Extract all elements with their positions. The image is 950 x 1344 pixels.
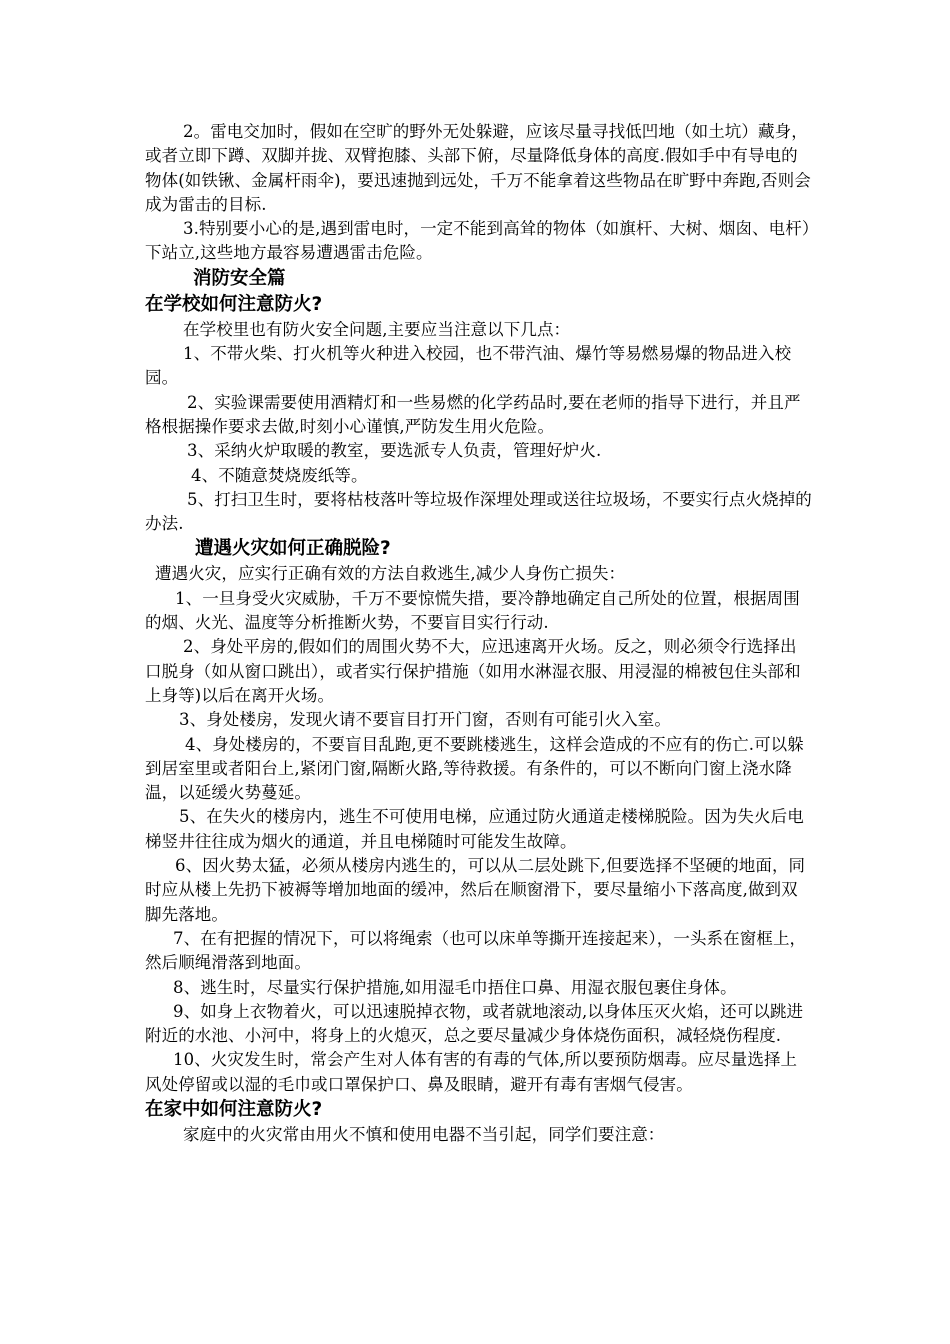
paragraph-escape-intro: 遭遇火灾，应实行正确有效的方法自救逃生,减少人身伤亡损失： — [155, 564, 626, 584]
paragraph-escape-2: 2、身处平房的,假如们的周围火势不大，应迅速离开火场。反之，则必须令行选择出口脱身（如从窗口跳出），或者实行保护措施（如用水淋湿衣服、用浸湿的棉被包住头部和上身等)以后在离开火场。 — [145, 637, 801, 705]
paragraph-escape-8: 8、逃生时，尽量实行保护措施,如用湿毛巾捂住口鼻、用湿衣服包裹住身体。 — [173, 977, 737, 997]
paragraph-escape-3: 3、身处楼房，发现火请不要盲目打开门窗，否则有可能引火入室。 — [179, 710, 671, 730]
paragraph-escape-5: 5、在失火的楼房内，逃生不可使用电梯，应通过防火通道走楼梯脱险。因为失火后电梯竖井往往成为烟火的通道，并且电梯随时可能发生故障。 — [145, 807, 804, 851]
paragraph-escape-10: 10、火灾发生时，常会产生对人体有害的有毒的气体,所以要预防烟毒。应尽量选择上风处停留或以湿的毛巾或口罩保护口、鼻及眼睛，避开有毒有害烟气侵害。 — [145, 1050, 798, 1094]
paragraph-escape-1: 1、一旦身受火灾威胁，千万不要惊慌失措，要冷静地确定自己所处的位置，根据周围的烟、火光、温度等分析推断火势，不要盲目实行行动. — [145, 588, 800, 633]
paragraph-school-5: 5、打扫卫生时，要将枯枝落叶等垃圾作深埋处理或送往垃圾场，不要实行点火烧掉的办法. — [145, 489, 812, 534]
section-title-fire-safety: 消防安全篇 — [193, 267, 286, 289]
paragraph-escape-4: 4、身处楼房的，不要盲目乱跑,更不要跳楼逃生，这样会造成的不应有的伤亡.可以躲到居室里或者阳台上,紧闭门窗,隔断火路,等待救援。有条件的，可以不断向门窗上浇水降温，以延缓火势蔓延。 — [145, 734, 804, 803]
heading-home-fire: 在家中如何注意防火? — [145, 1098, 323, 1120]
paragraph-escape-6: 6、因火势太猛，必须从楼房内逃生的，可以从二层处跳下,但要选择不坚硬的地面，同时应从楼上先扔下被褥等增加地面的缓冲，然后在顺窗滑下，要尽量缩小下落高度,做到双脚先落地。 — [145, 856, 806, 924]
paragraph-school-2: 2、实验课需要使用酒精灯和一些易燃的化学药品时,要在老师的指导下进行，并且严格根据操作要求去做,时刻小心谨慎,严防发生用火危险。 — [145, 392, 801, 436]
paragraph-school-4: 4、不随意焚烧废纸等。 — [191, 465, 368, 485]
heading-school-fire: 在学校如何注意防火? — [145, 293, 323, 315]
paragraph-escape-7: 7、在有把握的情况下，可以将绳索（也可以床单等撕开连接起来），一头系在窗框上，然后顺绳滑落到地面。 — [145, 928, 807, 973]
paragraph-lightning-2: 2。雷电交加时，假如在空旷的野外无处躲避，应该尽量寻找低凹地（如土坑）藏身，或者立即下蹲、双脚并拢、双臂抱膝、头部下俯，尽量降低身体的高度.假如手中有导电的物体(如铁锹、金属杆雨伞)，要迅速抛到远处，千万不能拿着这些物品在旷野中奔跑,否则会成为雷击的目标. — [145, 122, 811, 214]
paragraph-school-intro: 在学校里也有防火安全问题,主要应当注意以下几点： — [183, 319, 571, 339]
heading-fire-escape: 遭遇火灾如何正确脱险? — [195, 538, 391, 560]
paragraph-escape-9: 9、如身上衣物着火，可以迅速脱掉衣物，或者就地滚动,以身体压灭火焰，还可以跳进附近的水池、小河中，将身上的火熄灭，总之要尽量减少身体烧伤面积，减轻烧伤程度. — [145, 1001, 804, 1046]
paragraph-home-intro: 家庭中的火灾常由用火不慎和使用电器不当引起，同学们要注意： — [183, 1124, 665, 1144]
paragraph-school-1: 1、不带火柴、打火机等火种进入校园，也不带汽油、爆竹等易燃易爆的物品进入校园。 — [145, 344, 792, 388]
paragraph-school-3: 3、采纳火炉取暖的教室，要选派专人负责，管理好炉火. — [187, 441, 602, 461]
document-body — [145, 120, 813, 1147]
paragraph-lightning-3: 3.特别要小心的是,遇到雷电时，一定不能到高耸的物体（如旗杆、大树、烟囱、电杆）下站立,这些地方最容易遭遇雷击危险。 — [145, 219, 811, 263]
